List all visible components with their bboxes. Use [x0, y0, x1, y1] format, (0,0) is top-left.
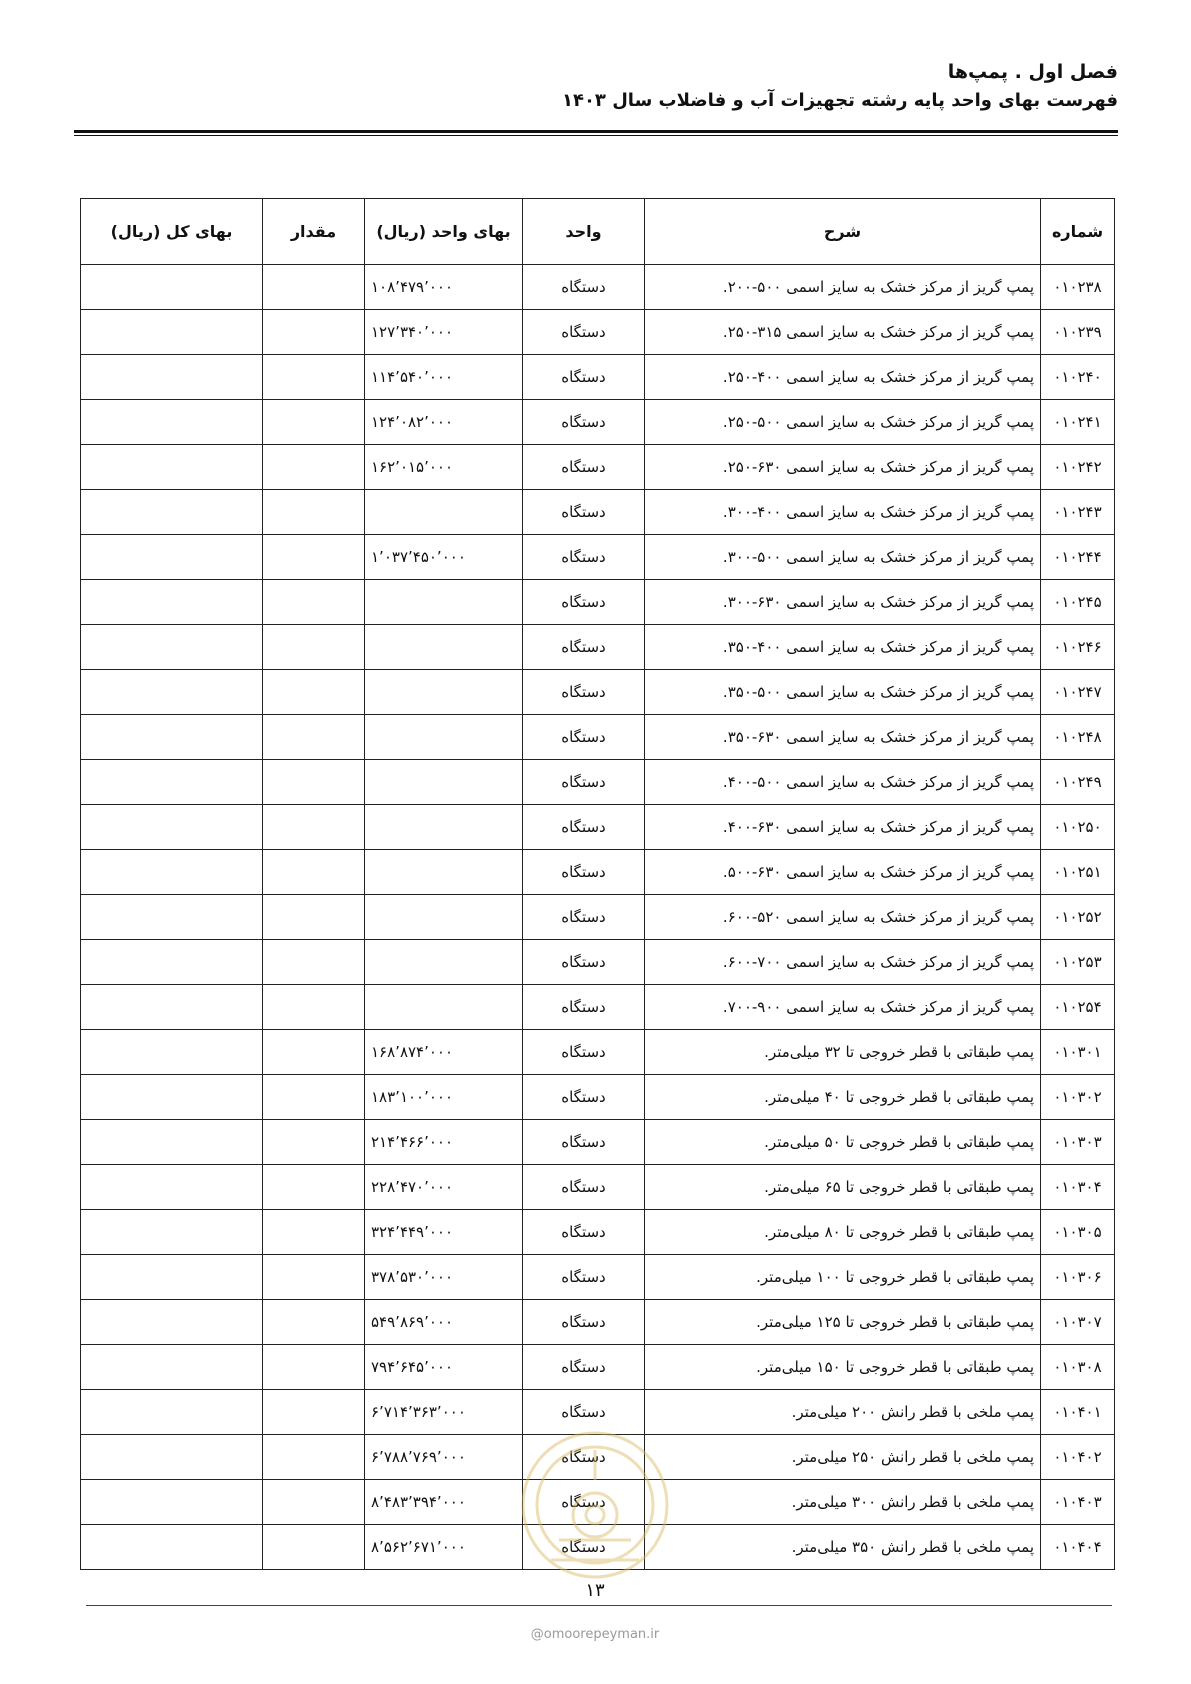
table-row — [81, 1120, 1115, 1165]
code-cell: ۰۱۰۲۴۳ — [1041, 490, 1115, 535]
table-row — [81, 310, 1115, 355]
quantity-cell — [263, 1255, 365, 1300]
code-cell: ۰۱۰۲۴۱ — [1041, 400, 1115, 445]
unit-price-cell — [365, 805, 523, 850]
website-watermark: @omoorepeyman.ir — [530, 1627, 660, 1642]
quantity-cell — [263, 805, 365, 850]
unit-price-cell: ۲۲۸٬۴۷۰٬۰۰۰ — [365, 1165, 523, 1210]
table-row — [81, 580, 1115, 625]
unit-cell: دستگاه — [523, 1435, 645, 1480]
total-price-cell — [81, 1030, 263, 1075]
table-row — [81, 1345, 1115, 1390]
quantity-cell — [263, 1030, 365, 1075]
table-row — [81, 355, 1115, 400]
unit-cell: دستگاه — [523, 715, 645, 760]
description-cell: پمپ طبقاتی با قطر خروجی تا ۵۰ میلی‌متر. — [645, 1120, 1041, 1165]
description-cell: پمپ گریز از مرکز خشک به سایز اسمی ۴۰۰-۲۵۰. — [645, 355, 1041, 400]
total-price-cell — [81, 265, 263, 310]
description-cell: پمپ گریز از مرکز خشک به سایز اسمی ۶۳۰-۲۵۰. — [645, 445, 1041, 490]
code-cell: ۰۱۰۴۰۲ — [1041, 1435, 1115, 1480]
quantity-cell — [263, 1390, 365, 1435]
description-cell: پمپ طبقاتی با قطر خروجی تا ۳۲ میلی‌متر. — [645, 1030, 1041, 1075]
unit-cell: دستگاه — [523, 445, 645, 490]
table-row — [81, 895, 1115, 940]
total-price-cell — [81, 1210, 263, 1255]
table-row — [81, 490, 1115, 535]
description-cell: پمپ طبقاتی با قطر خروجی تا ۱۰۰ میلی‌متر. — [645, 1255, 1041, 1300]
quantity-cell — [263, 670, 365, 715]
table-row — [81, 1075, 1115, 1120]
header-quantity: مقدار — [263, 199, 365, 265]
unit-price-cell: ۱۰۸٬۴۷۹٬۰۰۰ — [365, 265, 523, 310]
unit-price-cell — [365, 580, 523, 625]
code-cell: ۰۱۰۳۰۵ — [1041, 1210, 1115, 1255]
code-cell: ۰۱۰۲۵۳ — [1041, 940, 1115, 985]
unit-cell: دستگاه — [523, 1210, 645, 1255]
unit-price-cell — [365, 940, 523, 985]
unit-cell: دستگاه — [523, 580, 645, 625]
table-row — [81, 805, 1115, 850]
code-cell: ۰۱۰۲۵۰ — [1041, 805, 1115, 850]
description-cell: پمپ گریز از مرکز خشک به سایز اسمی ۵۲۰-۶۰۰. — [645, 895, 1041, 940]
description-cell: پمپ طبقاتی با قطر خروجی تا ۶۵ میلی‌متر. — [645, 1165, 1041, 1210]
header-rule-thin — [74, 135, 1118, 136]
code-cell: ۰۱۰۴۰۳ — [1041, 1480, 1115, 1525]
code-cell: ۰۱۰۳۰۶ — [1041, 1255, 1115, 1300]
unit-price-cell — [365, 715, 523, 760]
unit-price-cell: ۱۱۴٬۵۴۰٬۰۰۰ — [365, 355, 523, 400]
unit-cell: دستگاه — [523, 1030, 645, 1075]
quantity-cell — [263, 895, 365, 940]
description-cell: پمپ گریز از مرکز خشک به سایز اسمی ۶۳۰-۴۰۰. — [645, 805, 1041, 850]
description-cell: پمپ ملخی با قطر رانش ۲۰۰ میلی‌متر. — [645, 1390, 1041, 1435]
table-row — [81, 1300, 1115, 1345]
unit-price-cell: ۲۱۴٬۴۶۶٬۰۰۰ — [365, 1120, 523, 1165]
quantity-cell — [263, 1525, 365, 1570]
table-row — [81, 265, 1115, 310]
unit-price-cell: ۱۲۷٬۳۴۰٬۰۰۰ — [365, 310, 523, 355]
description-cell: پمپ طبقاتی با قطر خروجی تا ۸۰ میلی‌متر. — [645, 1210, 1041, 1255]
code-cell: ۰۱۰۲۴۸ — [1041, 715, 1115, 760]
description-cell: پمپ گریز از مرکز خشک به سایز اسمی ۹۰۰-۷۰۰. — [645, 985, 1041, 1030]
code-cell: ۰۱۰۳۰۱ — [1041, 1030, 1115, 1075]
total-price-cell — [81, 1300, 263, 1345]
unit-cell: دستگاه — [523, 1525, 645, 1570]
unit-price-cell — [365, 985, 523, 1030]
unit-cell: دستگاه — [523, 1165, 645, 1210]
quantity-cell — [263, 1345, 365, 1390]
description-cell: پمپ گریز از مرکز خشک به سایز اسمی ۵۰۰-۳۰۰. — [645, 535, 1041, 580]
code-cell: ۰۱۰۳۰۲ — [1041, 1075, 1115, 1120]
description-cell: پمپ گریز از مرکز خشک به سایز اسمی ۳۱۵-۲۵۰. — [645, 310, 1041, 355]
unit-cell: دستگاه — [523, 400, 645, 445]
quantity-cell — [263, 535, 365, 580]
total-price-cell — [81, 805, 263, 850]
unit-price-cell: ۸٬۴۸۳٬۳۹۴٬۰۰۰ — [365, 1480, 523, 1525]
unit-cell: دستگاه — [523, 355, 645, 400]
header-code: شماره — [1041, 199, 1115, 265]
quantity-cell — [263, 490, 365, 535]
code-cell: ۰۱۰۲۴۰ — [1041, 355, 1115, 400]
code-cell: ۰۱۰۲۴۲ — [1041, 445, 1115, 490]
unit-cell: دستگاه — [523, 760, 645, 805]
total-price-cell — [81, 1345, 263, 1390]
quantity-cell — [263, 355, 365, 400]
code-cell: ۰۱۰۲۳۹ — [1041, 310, 1115, 355]
total-price-cell — [81, 715, 263, 760]
code-cell: ۰۱۰۲۴۶ — [1041, 625, 1115, 670]
total-price-cell — [81, 1435, 263, 1480]
unit-cell: دستگاه — [523, 670, 645, 715]
unit-cell: دستگاه — [523, 985, 645, 1030]
code-cell: ۰۱۰۳۰۷ — [1041, 1300, 1115, 1345]
description-cell: پمپ طبقاتی با قطر خروجی تا ۱۲۵ میلی‌متر. — [645, 1300, 1041, 1345]
page-number: ۱۳ — [585, 1580, 605, 1601]
unit-cell: دستگاه — [523, 310, 645, 355]
quantity-cell — [263, 310, 365, 355]
unit-cell: دستگاه — [523, 940, 645, 985]
total-price-cell — [81, 400, 263, 445]
document-title: فهرست بهای واحد پایه رشته تجهیزات آب و فاضلاب سال ۱۴۰۳ — [561, 90, 1118, 111]
total-price-cell — [81, 1255, 263, 1300]
quantity-cell — [263, 985, 365, 1030]
total-price-cell — [81, 535, 263, 580]
unit-cell: دستگاه — [523, 1390, 645, 1435]
code-cell: ۰۱۰۲۴۵ — [1041, 580, 1115, 625]
unit-cell: دستگاه — [523, 1075, 645, 1120]
table-row — [81, 1210, 1115, 1255]
code-cell: ۰۱۰۳۰۳ — [1041, 1120, 1115, 1165]
total-price-cell — [81, 940, 263, 985]
description-cell: پمپ گریز از مرکز خشک به سایز اسمی ۶۳۰-۳۵۰. — [645, 715, 1041, 760]
description-cell: پمپ ملخی با قطر رانش ۳۵۰ میلی‌متر. — [645, 1525, 1041, 1570]
unit-price-cell — [365, 850, 523, 895]
header-unit-price: بهای واحد (ریال) — [365, 199, 523, 265]
table-row — [81, 1255, 1115, 1300]
unit-cell: دستگاه — [523, 1120, 645, 1165]
quantity-cell — [263, 1435, 365, 1480]
total-price-cell — [81, 760, 263, 805]
table-row — [81, 760, 1115, 805]
description-cell: پمپ طبقاتی با قطر خروجی تا ۱۵۰ میلی‌متر. — [645, 1345, 1041, 1390]
code-cell: ۰۱۰۲۴۷ — [1041, 670, 1115, 715]
total-price-cell — [81, 895, 263, 940]
unit-price-cell: ۱۸۳٬۱۰۰٬۰۰۰ — [365, 1075, 523, 1120]
header-rule-thick — [74, 130, 1118, 133]
total-price-cell — [81, 1120, 263, 1165]
unit-cell: دستگاه — [523, 1345, 645, 1390]
code-cell: ۰۱۰۳۰۴ — [1041, 1165, 1115, 1210]
unit-price-cell: ۱۶۸٬۸۷۴٬۰۰۰ — [365, 1030, 523, 1075]
unit-cell: دستگاه — [523, 850, 645, 895]
quantity-cell — [263, 625, 365, 670]
total-price-cell — [81, 1165, 263, 1210]
quantity-cell — [263, 715, 365, 760]
total-price-cell — [81, 1075, 263, 1120]
total-price-cell — [81, 1480, 263, 1525]
unit-price-cell — [365, 625, 523, 670]
code-cell: ۰۱۰۲۴۹ — [1041, 760, 1115, 805]
unit-price-cell: ۱۲۴٬۰۸۲٬۰۰۰ — [365, 400, 523, 445]
table-header-row — [81, 199, 1115, 265]
description-cell: پمپ گریز از مرکز خشک به سایز اسمی ۴۰۰-۳۵۰. — [645, 625, 1041, 670]
header-description: شرح — [645, 199, 1041, 265]
code-cell: ۰۱۰۲۵۱ — [1041, 850, 1115, 895]
unit-price-cell: ۸٬۵۶۲٬۶۷۱٬۰۰۰ — [365, 1525, 523, 1570]
total-price-cell — [81, 490, 263, 535]
table-row — [81, 850, 1115, 895]
code-cell: ۰۱۰۲۵۴ — [1041, 985, 1115, 1030]
total-price-cell — [81, 1525, 263, 1570]
quantity-cell — [263, 1480, 365, 1525]
watermark-seal-icon — [515, 1410, 675, 1600]
code-cell: ۰۱۰۳۰۸ — [1041, 1345, 1115, 1390]
unit-price-cell: ۱۶۲٬۰۱۵٬۰۰۰ — [365, 445, 523, 490]
unit-cell: دستگاه — [523, 265, 645, 310]
description-cell: پمپ گریز از مرکز خشک به سایز اسمی ۷۰۰-۶۰۰. — [645, 940, 1041, 985]
quantity-cell — [263, 1300, 365, 1345]
footer-rule — [86, 1605, 1112, 1606]
unit-price-cell — [365, 760, 523, 805]
unit-cell: دستگاه — [523, 1300, 645, 1345]
unit-price-cell: ۶٬۷۱۴٬۳۶۳٬۰۰۰ — [365, 1390, 523, 1435]
unit-cell: دستگاه — [523, 895, 645, 940]
description-cell: پمپ گریز از مرکز خشک به سایز اسمی ۶۳۰-۵۰۰. — [645, 850, 1041, 895]
table-row — [81, 400, 1115, 445]
total-price-cell — [81, 670, 263, 715]
description-cell: پمپ گریز از مرکز خشک به سایز اسمی ۵۰۰-۲۵۰. — [645, 400, 1041, 445]
description-cell: پمپ گریز از مرکز خشک به سایز اسمی ۵۰۰-۴۰۰. — [645, 760, 1041, 805]
quantity-cell — [263, 940, 365, 985]
unit-cell: دستگاه — [523, 1480, 645, 1525]
header-total-price: بهای کل (ریال) — [81, 199, 263, 265]
unit-price-cell: ۶٬۷۸۸٬۷۶۹٬۰۰۰ — [365, 1435, 523, 1480]
table-row — [81, 715, 1115, 760]
table-row — [81, 535, 1115, 580]
quantity-cell — [263, 400, 365, 445]
description-cell: پمپ گریز از مرکز خشک به سایز اسمی ۶۳۰-۳۰۰. — [645, 580, 1041, 625]
code-cell: ۰۱۰۲۳۸ — [1041, 265, 1115, 310]
code-cell: ۰۱۰۲۵۲ — [1041, 895, 1115, 940]
table-row — [81, 625, 1115, 670]
description-cell: پمپ گریز از مرکز خشک به سایز اسمی ۵۰۰-۲۰۰. — [645, 265, 1041, 310]
code-cell: ۰۱۰۴۰۱ — [1041, 1390, 1115, 1435]
unit-price-cell: ۱٬۰۳۷٬۴۵۰٬۰۰۰ — [365, 535, 523, 580]
unit-price-cell — [365, 670, 523, 715]
unit-price-cell: ۷۹۴٬۶۴۵٬۰۰۰ — [365, 1345, 523, 1390]
table-row — [81, 1165, 1115, 1210]
unit-cell: دستگاه — [523, 490, 645, 535]
code-cell: ۰۱۰۴۰۴ — [1041, 1525, 1115, 1570]
description-cell: پمپ طبقاتی با قطر خروجی تا ۴۰ میلی‌متر. — [645, 1075, 1041, 1120]
quantity-cell — [263, 1075, 365, 1120]
quantity-cell — [263, 265, 365, 310]
unit-cell: دستگاه — [523, 805, 645, 850]
table-row — [81, 985, 1115, 1030]
total-price-cell — [81, 1390, 263, 1435]
quantity-cell — [263, 580, 365, 625]
total-price-cell — [81, 850, 263, 895]
description-cell: پمپ ملخی با قطر رانش ۲۵۰ میلی‌متر. — [645, 1435, 1041, 1480]
unit-price-cell — [365, 895, 523, 940]
unit-cell: دستگاه — [523, 1255, 645, 1300]
quantity-cell — [263, 1165, 365, 1210]
quantity-cell — [263, 850, 365, 895]
unit-price-cell: ۵۴۹٬۸۶۹٬۰۰۰ — [365, 1300, 523, 1345]
table-row — [81, 940, 1115, 985]
total-price-cell — [81, 580, 263, 625]
quantity-cell — [263, 1210, 365, 1255]
unit-price-cell: ۳۲۴٬۴۴۹٬۰۰۰ — [365, 1210, 523, 1255]
chapter-title: فصل اول . پمپ‌ها — [947, 61, 1118, 83]
quantity-cell — [263, 445, 365, 490]
description-cell: پمپ گریز از مرکز خشک به سایز اسمی ۴۰۰-۳۰۰. — [645, 490, 1041, 535]
unit-cell: دستگاه — [523, 535, 645, 580]
total-price-cell — [81, 445, 263, 490]
table-row — [81, 670, 1115, 715]
header-unit: واحد — [523, 199, 645, 265]
total-price-cell — [81, 625, 263, 670]
total-price-cell — [81, 310, 263, 355]
unit-price-cell — [365, 490, 523, 535]
description-cell: پمپ گریز از مرکز خشک به سایز اسمی ۵۰۰-۳۵۰. — [645, 670, 1041, 715]
quantity-cell — [263, 1120, 365, 1165]
total-price-cell — [81, 355, 263, 400]
total-price-cell — [81, 985, 263, 1030]
unit-cell: دستگاه — [523, 625, 645, 670]
page-header — [74, 58, 1118, 116]
price-table — [80, 198, 1115, 1570]
table-row — [81, 445, 1115, 490]
unit-price-cell: ۳۷۸٬۵۳۰٬۰۰۰ — [365, 1255, 523, 1300]
description-cell: پمپ ملخی با قطر رانش ۳۰۰ میلی‌متر. — [645, 1480, 1041, 1525]
quantity-cell — [263, 760, 365, 805]
table-row — [81, 1030, 1115, 1075]
code-cell: ۰۱۰۲۴۴ — [1041, 535, 1115, 580]
